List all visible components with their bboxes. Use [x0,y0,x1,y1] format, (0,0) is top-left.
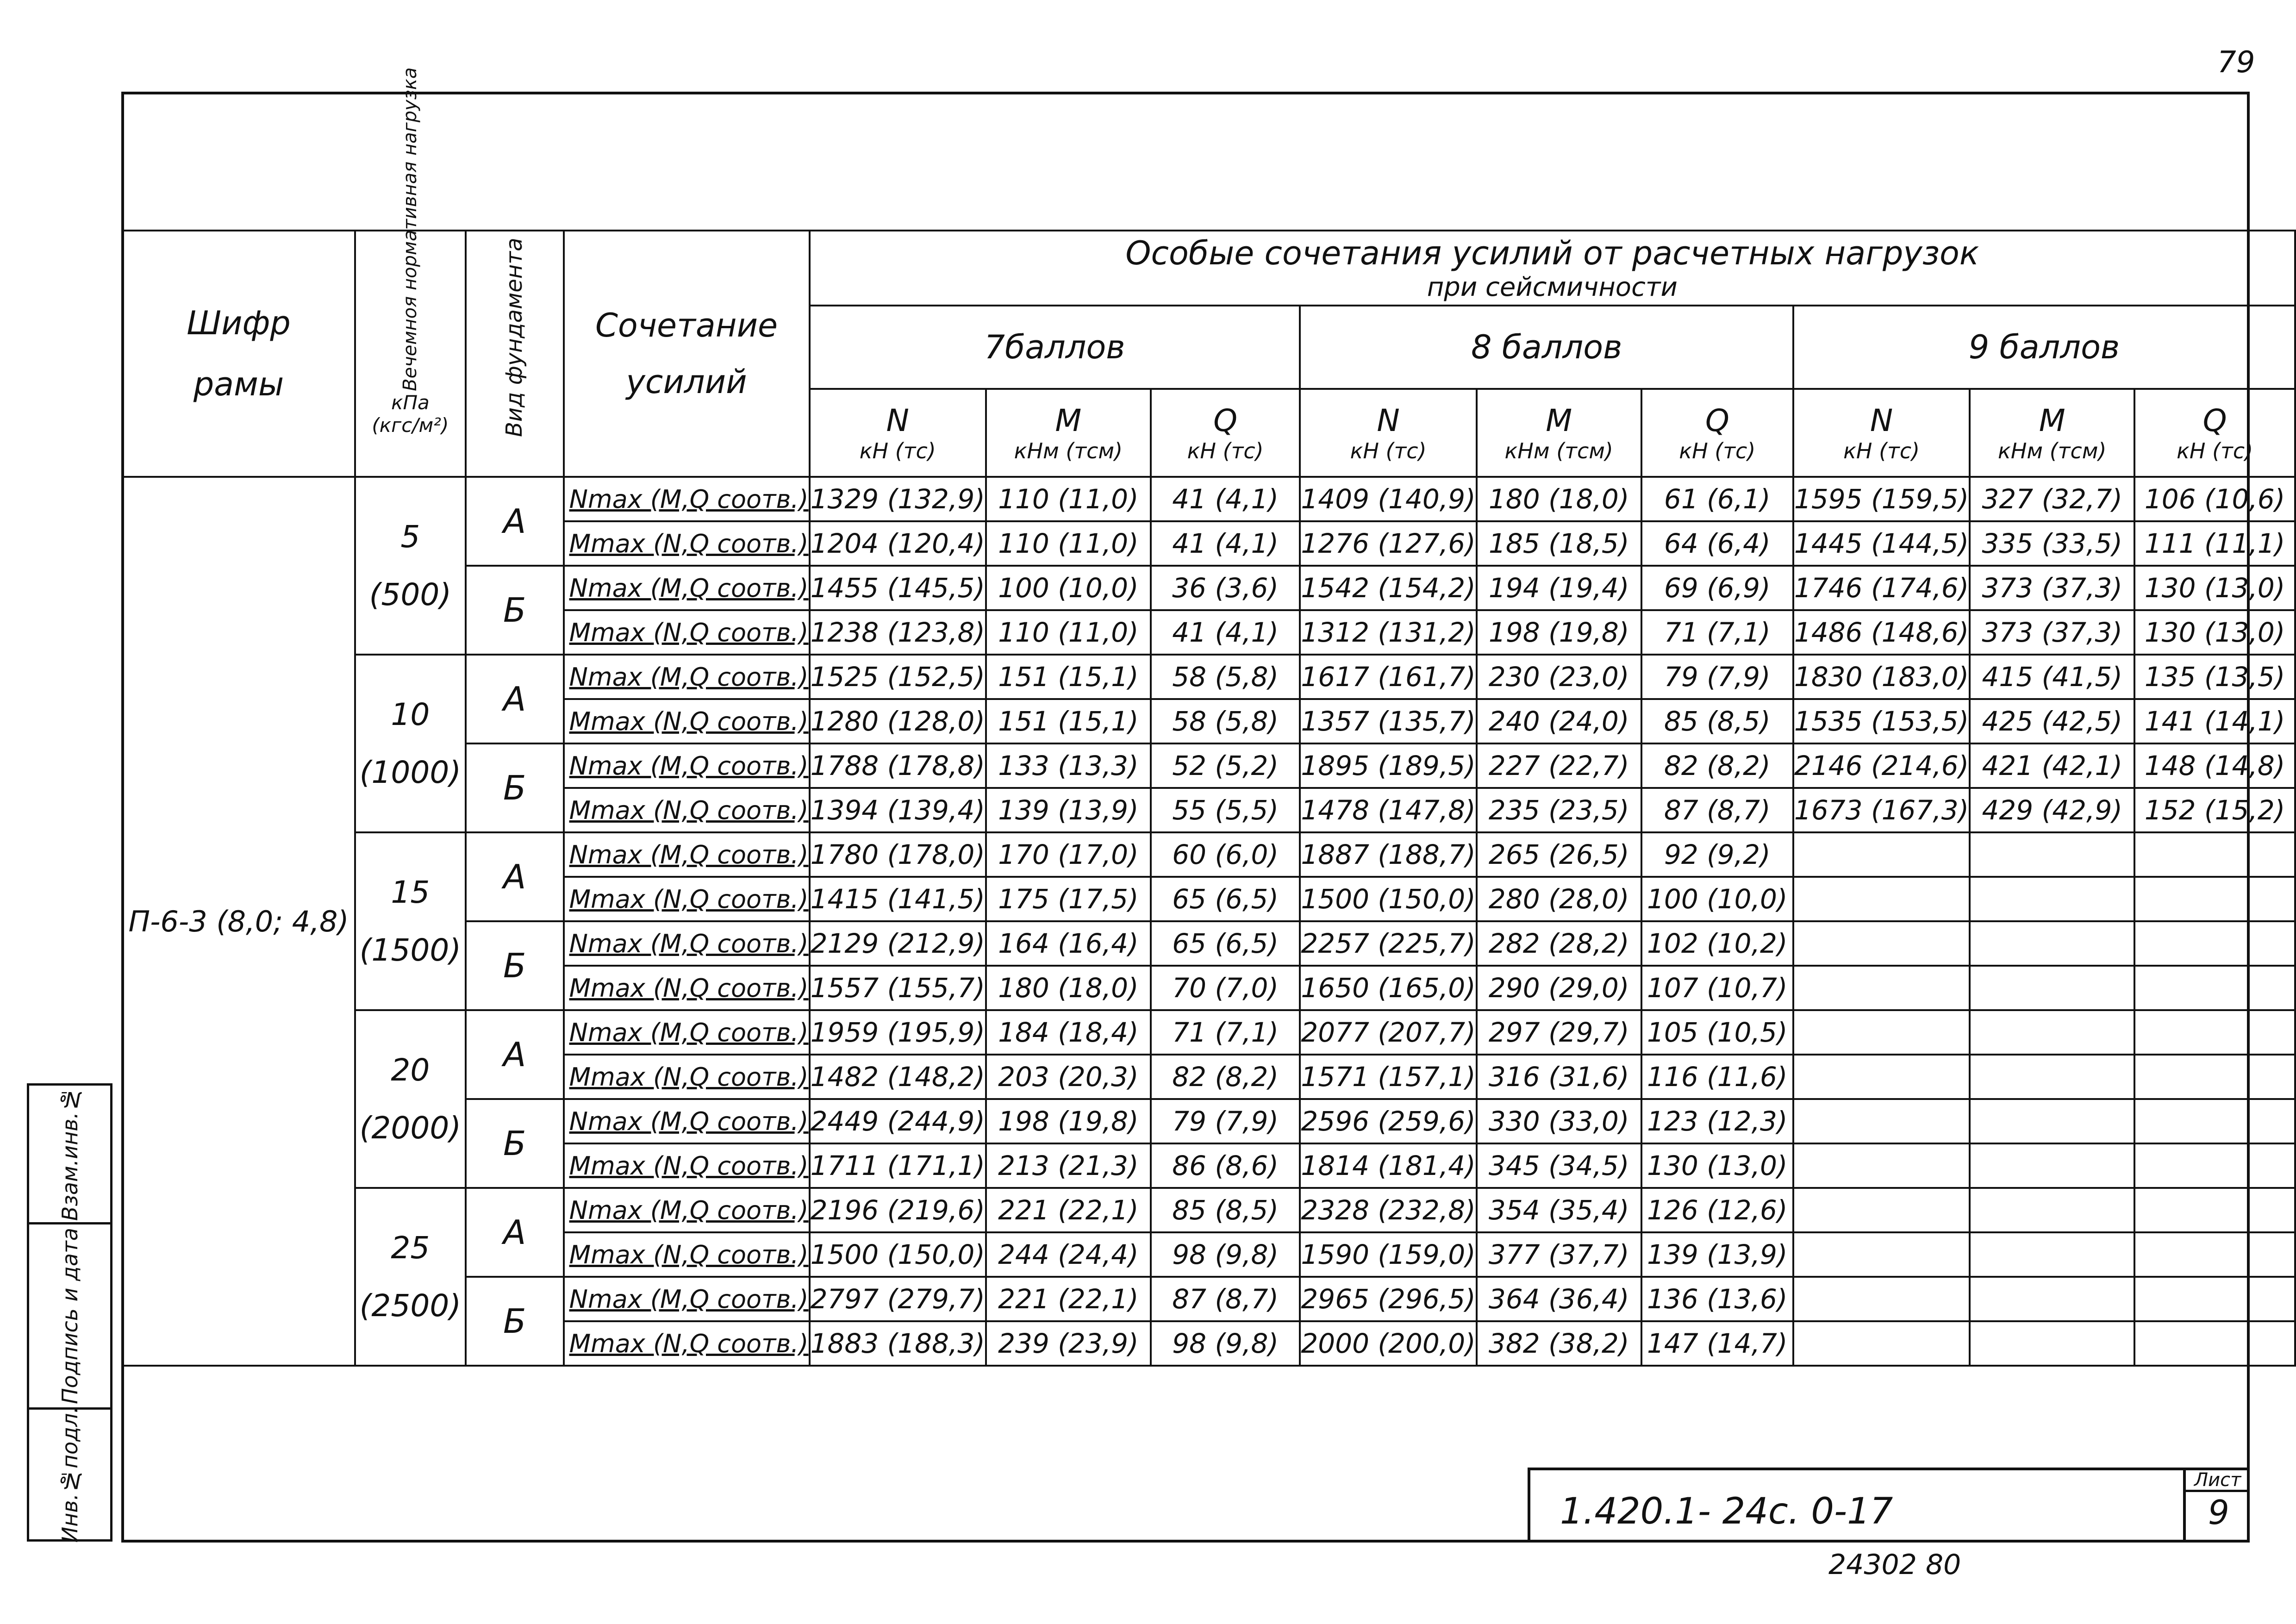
value-cell [1793,921,1970,966]
value-cell: 1830 (183,0) [1793,655,1970,699]
value-cell: 58 (5,8) [1151,655,1300,699]
combination-cell: Nmax (M,Q соотв.) [564,921,810,966]
load-value-kgs: (500) [369,577,452,612]
value-cell: 1486 (148,6) [1793,610,1970,655]
value-cell [2134,1188,2295,1232]
value-cell: 1542 (154,2) [1300,566,1476,610]
value-cell: 136 (13,6) [1641,1277,1793,1321]
side-stamp-strip [27,1083,112,1542]
load-cell [355,655,466,832]
value-cell: 1276 (127,6) [1300,521,1476,566]
value-cell: 2596 (259,6) [1300,1099,1476,1143]
value-cell: 106 (10,6) [2134,477,2295,521]
value-cell: 290 (29,0) [1477,966,1641,1010]
value-cell: 1445 (144,5) [1793,521,1970,566]
value-cell: 41 (4,1) [1151,521,1300,566]
value-cell: 415 (41,5) [1970,655,2134,699]
sheet-label: Лист [2194,1469,2241,1491]
value-cell: 85 (8,5) [1641,699,1793,743]
value-cell: 377 (37,7) [1477,1232,1641,1277]
load-value: 20 [391,1052,430,1088]
value-cell [1970,1055,2134,1099]
value-cell [1970,832,2134,877]
value-cell: 373 (37,3) [1970,566,2134,610]
value-cell: 133 (13,3) [986,743,1151,788]
value-cell: 86 (8,6) [1151,1143,1300,1188]
value-cell: 164 (16,4) [986,921,1151,966]
value-cell [2134,966,2295,1010]
value-cell [1793,1188,1970,1232]
value-cell: 2077 (207,7) [1300,1010,1476,1055]
value-cell: 102 (10,2) [1641,921,1793,966]
col-m-9: M кНм (тсм) [1970,389,2134,477]
value-cell: 82 (8,2) [1151,1055,1300,1099]
value-cell: 1595 (159,5) [1793,477,1970,521]
value-cell: 65 (6,5) [1151,877,1300,921]
value-cell: 1238 (123,8) [810,610,986,655]
value-cell: 327 (32,7) [1970,477,2134,521]
table-row [122,832,2295,877]
value-cell: 116 (11,6) [1641,1055,1793,1099]
load-cell [355,1010,466,1188]
value-cell: 130 (13,0) [2134,566,2295,610]
value-cell: 130 (13,0) [2134,610,2295,655]
value-cell: 227 (22,7) [1477,743,1641,788]
value-cell: 2797 (279,7) [810,1277,986,1321]
value-cell: 282 (28,2) [1477,921,1641,966]
value-cell: 61 (6,1) [1641,477,1793,521]
value-cell [2134,1232,2295,1277]
foundation-cell: Б [466,743,564,832]
combination-cell: Nmax (M,Q соотв.) [564,1277,810,1321]
table-header [122,67,2295,477]
foundation-cell: А [466,655,564,743]
value-cell: 1409 (140,9) [1300,477,1476,521]
value-cell: 85 (8,5) [1151,1188,1300,1232]
value-cell: 151 (15,1) [986,699,1151,743]
value-cell: 79 (7,9) [1151,1099,1300,1143]
col-m-7: M кНм (тсм) [986,389,1151,477]
foundation-cell: А [466,477,564,566]
value-cell: 1394 (139,4) [810,788,986,832]
value-cell: 1780 (178,0) [810,832,986,877]
value-cell: 373 (37,3) [1970,610,2134,655]
value-cell: 2000 (200,0) [1300,1321,1476,1366]
value-cell: 1357 (135,7) [1300,699,1476,743]
load-value-kgs: (2000) [359,1110,462,1146]
value-cell: 2328 (232,8) [1300,1188,1476,1232]
foundation-cell: А [466,832,564,921]
value-cell: 2146 (214,6) [1793,743,1970,788]
value-cell: 1478 (147,8) [1300,788,1476,832]
table-row [122,1010,2295,1055]
value-cell: 60 (6,0) [1151,832,1300,877]
value-cell: 280 (28,0) [1477,877,1641,921]
value-cell: 126 (12,6) [1641,1188,1793,1232]
value-cell [1970,1321,2134,1366]
col-q-9: Q кН (тс) [2134,389,2295,477]
combination-cell: Mmax (N,Q соотв.) [564,1232,810,1277]
value-cell: 198 (19,8) [1477,610,1641,655]
combination-cell: Nmax (M,Q соотв.) [564,566,810,610]
load-cell [355,477,466,655]
value-cell: 1500 (150,0) [810,1232,986,1277]
value-cell: 382 (38,2) [1477,1321,1641,1366]
value-cell [1970,1099,2134,1143]
value-cell: 100 (10,0) [1641,877,1793,921]
value-cell: 1887 (188,7) [1300,832,1476,877]
col-q-7: Q кН (тс) [1151,389,1300,477]
group-9: 9 баллов [1793,306,2295,389]
value-cell [1793,1055,1970,1099]
value-cell: 79 (7,9) [1641,655,1793,699]
foundation-cell: Б [466,921,564,1010]
value-cell: 2965 (296,5) [1300,1277,1476,1321]
value-cell: 105 (10,5) [1641,1010,1793,1055]
side-cell-signature: Подпись и дата [29,1224,110,1410]
value-cell [1793,1321,1970,1366]
combination-cell: Mmax (N,Q соотв.) [564,1143,810,1188]
value-cell: 170 (17,0) [986,832,1151,877]
value-cell: 1312 (131,2) [1300,610,1476,655]
value-cell: 421 (42,1) [1970,743,2134,788]
value-cell: 100 (10,0) [986,566,1151,610]
col-m-8: M кНм (тсм) [1477,389,1641,477]
foundation-cell: А [466,1188,564,1277]
forces-table [121,67,2296,1367]
value-cell: 148 (14,8) [2134,743,2295,788]
section-title: Особые сочетания усилий от расчетных нагрузок при сейсмичности [810,231,2295,306]
value-cell: 110 (11,0) [986,521,1151,566]
value-cell: 147 (14,7) [1641,1321,1793,1366]
col-n-8: N кН (тс) [1300,389,1476,477]
value-cell [1970,921,2134,966]
value-cell: 345 (34,5) [1477,1143,1641,1188]
value-cell: 239 (23,9) [986,1321,1151,1366]
combination-cell: Nmax (M,Q соотв.) [564,655,810,699]
combination-cell: Mmax (N,Q соотв.) [564,877,810,921]
load-value-kgs: (1000) [359,755,462,790]
value-cell [1970,966,2134,1010]
sheet-number: 9 [2208,1493,2229,1532]
load-value-kgs: (1500) [359,932,462,968]
value-cell: 152 (15,2) [2134,788,2295,832]
value-cell [1793,1232,1970,1277]
load-cell [355,1188,466,1366]
value-cell [2134,1099,2295,1143]
value-cell [1970,1277,2134,1321]
value-cell: 1746 (174,6) [1793,566,1970,610]
foundation-header: Вид фундамента [466,231,564,477]
value-cell: 1525 (152,5) [810,655,986,699]
value-cell: 2196 (219,6) [810,1188,986,1232]
foundation-cell: Б [466,1277,564,1366]
value-cell: 1571 (157,1) [1300,1055,1476,1099]
value-cell: 1557 (155,7) [810,966,986,1010]
value-cell: 55 (5,5) [1151,788,1300,832]
combination-cell: Mmax (N,Q соотв.) [564,699,810,743]
side-cell-replace: Взам.инв.№ [29,1086,110,1224]
load-value: 10 [391,696,430,732]
side-cell-inventory: Инв.№подл. [57,1406,82,1543]
frame-code-cell: П-6-3 (8,0; 4,8) [122,477,355,1366]
group-7: 7баллов [810,306,1300,389]
value-cell: 139 (13,9) [986,788,1151,832]
value-cell: 151 (15,1) [986,655,1151,699]
table-row [122,655,2295,699]
value-cell: 41 (4,1) [1151,610,1300,655]
value-cell: 335 (33,5) [1970,521,2134,566]
value-cell [1793,1099,1970,1143]
frame-code-header: Шифр рамы [122,231,355,477]
value-cell: 36 (3,6) [1151,566,1300,610]
value-cell: 2257 (225,7) [1300,921,1476,966]
value-cell [2134,1143,2295,1188]
value-cell: 1455 (145,5) [810,566,986,610]
value-cell: 70 (7,0) [1151,966,1300,1010]
value-cell: 1711 (171,1) [810,1143,986,1188]
value-cell: 316 (31,6) [1477,1055,1641,1099]
value-cell: 98 (9,8) [1151,1232,1300,1277]
combination-cell: Mmax (N,Q соотв.) [564,521,810,566]
value-cell: 1895 (189,5) [1300,743,1476,788]
group-8: 8 баллов [1300,306,1793,389]
value-cell [1970,1143,2134,1188]
value-cell: 1329 (132,9) [810,477,986,521]
combination-cell: Mmax (N,Q соотв.) [564,788,810,832]
value-cell: 2129 (212,9) [810,921,986,966]
value-cell [1793,877,1970,921]
table-row [122,1188,2295,1232]
combination-cell: Mmax (N,Q соотв.) [564,1055,810,1099]
value-cell: 429 (42,9) [1970,788,2134,832]
value-cell: 1500 (150,0) [1300,877,1476,921]
value-cell: 1590 (159,0) [1300,1232,1476,1277]
value-cell: 330 (33,0) [1477,1099,1641,1143]
value-cell: 110 (11,0) [986,477,1151,521]
value-cell [2134,1055,2295,1099]
foundation-cell: А [466,1010,564,1099]
load-header: Вечемноя нормативная нагрузка кПа (кгс/м²) [355,231,466,477]
value-cell: 1650 (165,0) [1300,966,1476,1010]
value-cell [1970,1010,2134,1055]
value-cell: 203 (20,3) [986,1055,1151,1099]
value-cell: 194 (19,4) [1477,566,1641,610]
value-cell: 135 (13,5) [2134,655,2295,699]
value-cell: 1535 (153,5) [1793,699,1970,743]
value-cell [1793,832,1970,877]
value-cell: 110 (11,0) [986,610,1151,655]
col-q-8: Q кН (тс) [1641,389,1793,477]
value-cell [1970,877,2134,921]
value-cell: 141 (14,1) [2134,699,2295,743]
value-cell: 82 (8,2) [1641,743,1793,788]
value-cell [1793,1010,1970,1055]
value-cell: 65 (6,5) [1151,921,1300,966]
value-cell: 240 (24,0) [1477,699,1641,743]
value-cell: 52 (5,2) [1151,743,1300,788]
value-cell: 1280 (128,0) [810,699,986,743]
value-cell: 58 (5,8) [1151,699,1300,743]
value-cell: 98 (9,8) [1151,1321,1300,1366]
value-cell: 1204 (120,4) [810,521,986,566]
combination-header: Сочетание усилий [564,231,810,477]
value-cell: 1482 (148,2) [810,1055,986,1099]
value-cell: 297 (29,7) [1477,1010,1641,1055]
value-cell: 265 (26,5) [1477,832,1641,877]
value-cell: 1673 (167,3) [1793,788,1970,832]
value-cell: 180 (18,0) [1477,477,1641,521]
combination-cell: Nmax (M,Q соотв.) [564,1010,810,1055]
value-cell: 1617 (161,7) [1300,655,1476,699]
value-cell: 107 (10,7) [1641,966,1793,1010]
value-cell: 354 (35,4) [1477,1188,1641,1232]
combination-cell: Nmax (M,Q соотв.) [564,743,810,788]
value-cell [2134,1010,2295,1055]
value-cell [1793,966,1970,1010]
load-cell [355,832,466,1010]
table-row [122,477,2295,521]
value-cell: 221 (22,1) [986,1277,1151,1321]
value-cell [2134,832,2295,877]
document-code: 1.420.1- 24с. 0-17 [1560,1491,1893,1532]
value-cell: 185 (18,5) [1477,521,1641,566]
value-cell: 1415 (141,5) [810,877,986,921]
load-value-kgs: (2500) [359,1288,462,1324]
combination-cell: Mmax (N,Q соотв.) [564,1321,810,1366]
table-body [122,477,2295,1366]
value-cell: 244 (24,4) [986,1232,1151,1277]
value-cell: 69 (6,9) [1641,566,1793,610]
value-cell: 1959 (195,9) [810,1010,986,1055]
value-cell [2134,1277,2295,1321]
col-n-9: N кН (тс) [1793,389,1970,477]
value-cell: 235 (23,5) [1477,788,1641,832]
value-cell: 184 (18,4) [986,1010,1151,1055]
value-cell: 1883 (188,3) [810,1321,986,1366]
value-cell: 221 (22,1) [986,1188,1151,1232]
value-cell: 71 (7,1) [1641,610,1793,655]
load-value: 5 [400,518,420,555]
value-cell [1970,1188,2134,1232]
combination-cell: Nmax (M,Q соотв.) [564,1099,810,1143]
value-cell: 130 (13,0) [1641,1143,1793,1188]
load-value: 15 [391,874,430,910]
value-cell [2134,1321,2295,1366]
value-cell: 213 (21,3) [986,1143,1151,1188]
combination-cell: Mmax (N,Q соотв.) [564,966,810,1010]
value-cell [2134,921,2295,966]
value-cell: 175 (17,5) [986,877,1151,921]
combination-cell: Nmax (M,Q соотв.) [564,477,810,521]
value-cell: 71 (7,1) [1151,1010,1300,1055]
value-cell: 87 (8,7) [1151,1277,1300,1321]
value-cell [1970,1232,2134,1277]
foundation-cell: Б [466,566,564,655]
value-cell: 139 (13,9) [1641,1232,1793,1277]
value-cell: 198 (19,8) [986,1099,1151,1143]
value-cell [1793,1277,1970,1321]
value-cell: 41 (4,1) [1151,477,1300,521]
page-number: 79 [2217,45,2255,80]
foundation-cell: Б [466,1099,564,1188]
value-cell [1793,1143,1970,1188]
combination-cell: Nmax (M,Q соотв.) [564,832,810,877]
value-cell: 64 (6,4) [1641,521,1793,566]
value-cell: 425 (42,5) [1970,699,2134,743]
value-cell: 1814 (181,4) [1300,1143,1476,1188]
combination-cell: Nmax (M,Q соотв.) [564,1188,810,1232]
value-cell: 87 (8,7) [1641,788,1793,832]
value-cell: 180 (18,0) [986,966,1151,1010]
combination-cell: Mmax (N,Q соотв.) [564,610,810,655]
value-cell: 123 (12,3) [1641,1099,1793,1143]
value-cell: 1788 (178,8) [810,743,986,788]
load-value: 25 [391,1230,430,1266]
footer-number: 24302 80 [1828,1549,1961,1581]
value-cell: 92 (9,2) [1641,832,1793,877]
value-cell [2134,877,2295,921]
value-cell: 230 (23,0) [1477,655,1641,699]
value-cell: 2449 (244,9) [810,1099,986,1143]
value-cell: 111 (11,1) [2134,521,2295,566]
value-cell: 364 (36,4) [1477,1277,1641,1321]
col-n-7: N кН (тс) [810,389,986,477]
